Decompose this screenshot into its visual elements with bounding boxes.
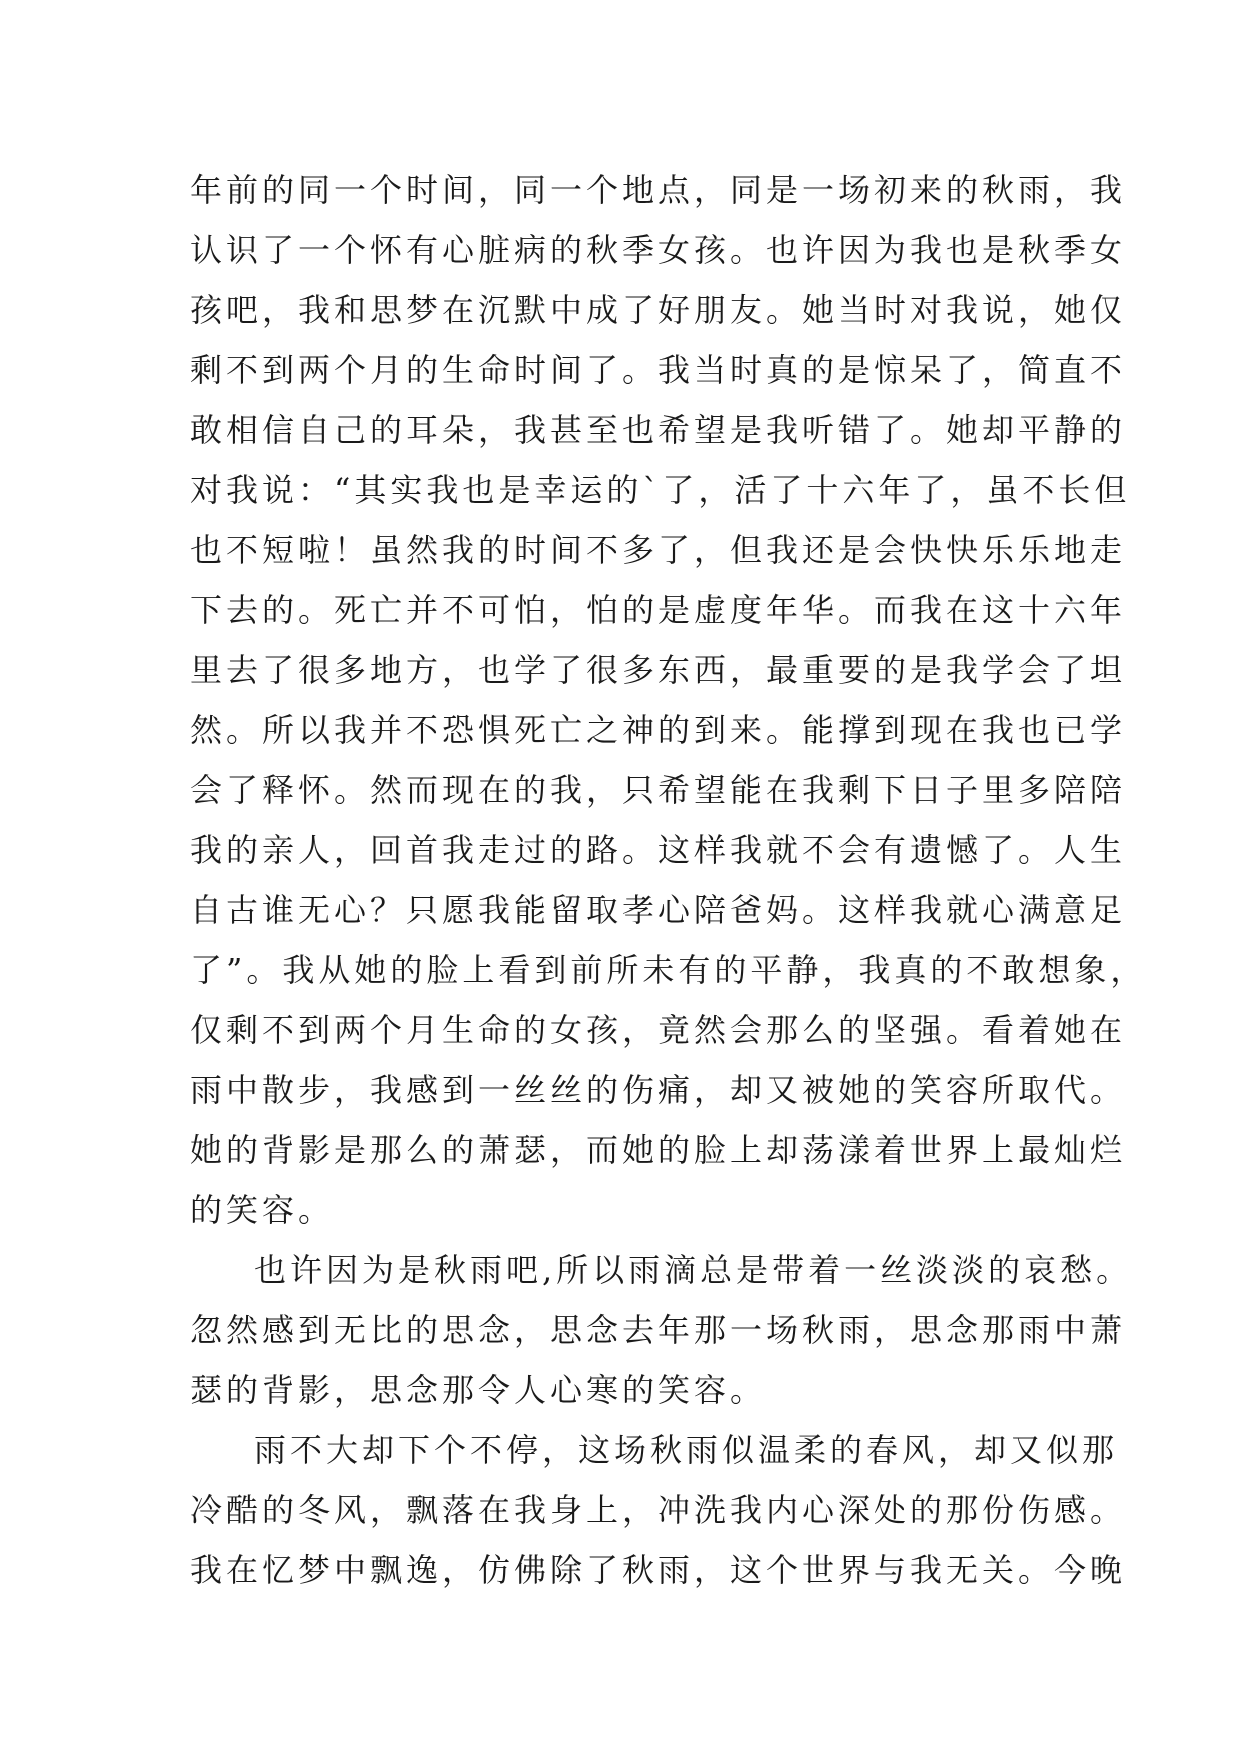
paragraph-1: [190, 160, 1147, 1240]
text-line: 我在忆梦中飘逸，仿佛除了秋雨，这个世界与我无关。今晚: [190, 1551, 1127, 1589]
text-line: 我的亲人，回首我走过的路。这样我就不会有遗憾了。人生: [190, 831, 1127, 869]
text-line: 下去的。死亡并不可怕，怕的是虚度年华。而我在这十六年: [190, 591, 1127, 629]
paragraph-3: [190, 1420, 1127, 1600]
text-line: 的笑容。: [190, 1191, 335, 1229]
text-line: 里去了很多地方，也学了很多东西，最重要的是我学会了坦: [190, 651, 1127, 689]
text-line: 自古谁无心？只愿我能留取孝心陪爸妈。这样我就心满意足: [190, 891, 1127, 929]
text-line: 也不短啦！虽然我的时间不多了，但我还是会快快乐乐地走: [190, 531, 1127, 569]
text-line: 会了释怀。然而现在的我，只希望能在我剩下日子里多陪陪: [190, 771, 1127, 809]
text-line: 瑟的背影，思念那令人心寒的笑容。: [190, 1371, 767, 1409]
text-line: 仅剩不到两个月生命的女孩，竟然会那么的坚强。看着她在: [190, 1011, 1127, 1049]
text-line: 年前的同一个时间，同一个地点，同是一场初来的秋雨，我: [190, 171, 1127, 209]
text-line: 雨中散步，我感到一丝丝的伤痛，却又被她的笑容所取代。: [190, 1071, 1127, 1109]
text-line: 认识了一个怀有心脏病的秋季女孩。也许因为我也是秋季女: [190, 231, 1127, 269]
text-line: 雨不大却下个不停，这场秋雨似温柔的春风，却又似那: [254, 1431, 1119, 1469]
text-line: 剩不到两个月的生命时间了。我当时真的是惊呆了，简直不: [190, 351, 1127, 389]
paragraph-2: [190, 1240, 1133, 1420]
document-body: [190, 160, 1147, 1600]
text-line: 孩吧，我和思梦在沉默中成了好朋友。她当时对我说，她仅: [190, 291, 1127, 329]
text-line: 对我说：“其实我也是幸运的`了，活了十六年了，虽不长但: [190, 471, 1131, 509]
text-line: 了”。我从她的脸上看到前所未有的平静，我真的不敢想象，: [190, 951, 1147, 989]
text-line: 她的背影是那么的萧瑟，而她的脸上却荡漾着世界上最灿烂: [190, 1131, 1127, 1169]
text-line: 也许因为是秋雨吧,所以雨滴总是带着一丝淡淡的哀愁。: [254, 1251, 1133, 1289]
text-line: 冷酷的冬风，飘落在我身上，冲洗我内心深处的那份伤感。: [190, 1491, 1127, 1529]
text-line: 忽然感到无比的思念，思念去年那一场秋雨，思念那雨中萧: [190, 1311, 1127, 1349]
text-line: 然。所以我并不恐惧死亡之神的到来。能撑到现在我也已学: [190, 711, 1127, 749]
text-line: 敢相信自己的耳朵，我甚至也希望是我听错了。她却平静的: [190, 411, 1127, 449]
